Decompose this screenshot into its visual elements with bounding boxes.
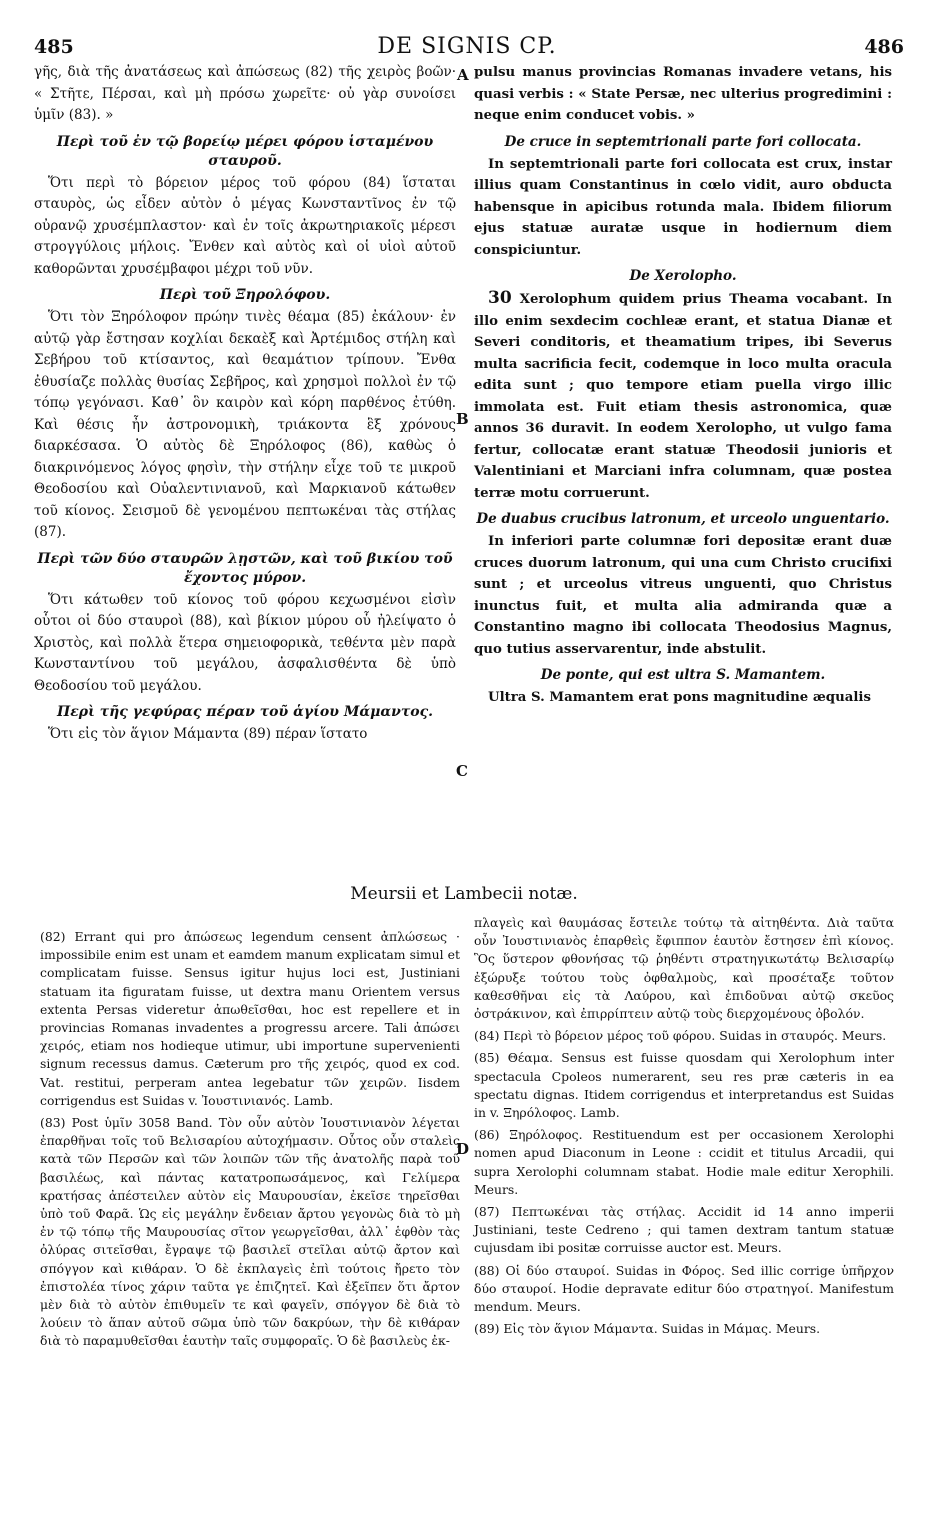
note-89: (89) Εἰς τὸν ἅγιον Μάμαντα. Suidas in Μάμας. Meurs. — [474, 1321, 821, 1337]
greek-section-3-body: Ὅτι τὸν Ξηρόλοφον πρώην τινὲς θέαμα (85) ἐκάλουν· ἐν αὐτῷ γὰρ ἔστησαν κοχλίαι δεκαὲξ καὶ Ἀρτέμιδος στήλη καὶ Σεβήρου τοῦ κτίσαντος, καὶ θεαμάτιον τρίπουν. Ἔνθα ἐθυσίαζε πολλὰς θυσίας Σεβῆρος, καὶ χρησμοὶ πολλοὶ ἐν τῷ τόπῳ γεγόνασι. Καθ᾿ ὃν καιρὸν καὶ κόρη παρθένος ἐτύθη. Καὶ θέσις ἦν ἀστρονομικὴ, τριάκοντα ἓξ χρόνους διαρκέσασα. Ὁ αὐτὸς δὲ Ξηρόλοφος (86), καθὼς ὁ διακρινόμενος λόγος φησὶν, τὴν στήλην εἶχε τοῦ τε μικροῦ Θεοδοσίου καὶ Οὐαλεντινιανοῦ, καὶ Μαρκιανοῦ κάτωθεν τοῦ κίονος. Σεισμοῦ δὲ γενομένου πεπτωκέναι τὰς στήλας (87). — [34, 309, 456, 540]
note-82: (82) Errant qui pro ἀπώσεως legendum censent ἀπλώσεως · impossibile enim est unam et eamdem manum explicatam simul et complicatam fuisse. Sensus igitur hujus loci est, Justiniani statuam ita figuratam fuisse, ut dextra manu Orientem versus extenta Persas videretur ἀπωθεῖσθαι, hoc est repellere et in provincias Romanas invadentes a progressu arcere. Tali ἀπώσει χειρός, etiam nos hodieque utimur, ubi importune supervenienti signum recessus damus. Cæterum pro τῆς χειρός, quod ex cod. Vat. restitui, perperam antea legebatur τῶν χειρῶν. Iisdem corrigendus est Suidas v. Ἰουστινιανός. Lamb. — [40, 929, 460, 1108]
page-header — [26, 30, 908, 64]
margin-mark-d: D — [456, 1140, 470, 1158]
side-section-number: 30 — [488, 288, 512, 308]
latin-column — [474, 62, 892, 713]
latin-section-4-title: De duabus crucibus latronum, et urceolo unguentario. — [476, 511, 890, 527]
note-83: (83) Post ὑμῖν 3058 Band. Τὸν οὖν αὐτὸν Ἰουστινιανὸν λέγεται ἐπαρθῆναι τοῖς τοῦ Βελισαρίου αὐτοχήμασιν. Οὗτος οὖν σταλεὶς κατὰ τῶν Περσῶν καὶ τῶν λοιπῶν τῶν τῆς ἀνατολῆς παρὰ τοῦ βασιλέως, καὶ πάντας κατατροπωσάμενος, καὶ Γελίμερα κρατήσας ἀπέστειλεν αὐτὸν εἰς Μαυρουσίαν, ἐκεῖσε τηρεῖσθαι ὑπὸ τοῦ Φαρᾶ. Ὡς εἰς μεγάλην ἔνδειαν ἄρτου γεγονὼς διὰ τὸ μὴ ἐν τῷ τόπῳ τῆς Μαυρουσίας σῖτον γεωργεῖσθαι, ἀλλ᾿ ἑφθὸν τὰς ὀλύρας σιτεῖσθαι, ἔγραψε τῷ βασιλεῖ στεῖλαι αὐτῷ ἄρτον καὶ σπόγγον καὶ κιθάραν. Ὁ δὲ ἐκπλαγεὶς ἐπὶ τούτοις ἤρετο τὸν ἐπιστολέα τίνος χάριν ταῦτα γε ἐπιζητεῖ. Καὶ ἐξεῖπεν ὅτι ἄρτον μὲν διὰ τὸ αὐτὸν ἐπιθυμεῖν τε καὶ φαγεῖν, σπόγγον δὲ διὰ τὸ λούειν τὸ ἅπαν αὐτοῦ σῶμα ὑπὸ τῶν δακρύων, τὴν δὲ κιθάραν διὰ τὸ παραμυθεῖσθαι ἑαυτὴν ταῖς συμφοραῖς. Ὁ δὲ βασιλεὺς ἐκ- — [40, 1115, 460, 1349]
margin-mark-a: A — [457, 66, 469, 84]
greek-section-4-title: Περὶ τῶν δύο σταυρῶν λῃστῶν, καὶ τοῦ βικίου τοῦ ἔχοντος μύρον. — [37, 550, 453, 586]
latin-section-1-body: pulsu manus provincias Romanas invadere vetans, his quasi verbis : « State Persæ, nec ulterius progredimini : neque enim conducet vobis. » — [474, 65, 892, 123]
latin-section-4-body: In inferiori parte columnæ fori depositæ erant duæ cruces duorum latronum, qui una cum Christo crucifixi sunt ; et urceolus vitreus unguenti, quo Christus inunctus fuit, et multa alia admiranda quæ a Constantino magno ibi collocata Theodosius Magnus, quo tutius asservarentur, inde abstulit. — [474, 534, 892, 657]
latin-section-5-body: Ultra S. Mamantem erat pons magnitudine æqualis — [488, 690, 871, 705]
notes-title: Meursii et Lambecii notæ. — [350, 884, 578, 904]
latin-section-2-body: In septemtrionali parte fori collocata est crux, instar illius quam Constantinus in cœlo vidit, auro obducta habensque in apicibus rotunda mala. Ibidem filiorum ejus statuæ auratæ usque in hodiernum diem conspiciuntur. — [474, 156, 892, 258]
note-83-continued: πλαγεὶς καὶ θαυμάσας ἔστειλε τούτῳ τὰ αἰτηθέντα. Διὰ ταῦτα οὖν Ἰουστινιανὸς ἐπαρθεὶς ἔφιππον ἑαυτὸν ἔστησεν ἐπὶ κίονος. Ὃς ὕστερον φθονήσας τῷ ῥηθέντι στρατηγικωτάτῳ Βελισαρίῳ ἐξώρυξε τούτου τοὺς ὀφθαλμοὺς, καὶ προσέταξε τοῦτον καθεσθῆναι εἰς τὰ Λαύρου, καὶ ἐπιδοῦναι αὐτῷ σκεῦος ὀστράκινον, καὶ ἐπιρρίπτειν αὐτῷ τοὺς διερχομένους ὀβολόν. — [474, 915, 894, 1022]
running-title: DE SIGNIS CP. — [377, 34, 557, 59]
note-84: (84) Περὶ τὸ βόρειον μέρος τοῦ φόρου. Suidas in σταυρός. Meurs. — [474, 1028, 887, 1044]
latin-section-3-title: De Xerolopho. — [629, 268, 737, 284]
greek-column — [34, 62, 456, 750]
latin-section-3-body: Xerolophum quidem prius Theama vocabant. In illo enim sexdecim cochleæ erant, et statua Dianæ et Severi conditoris, et theamatium tripes, ibi Severus multa sacrificia fecit, codemque in loco multa oracula edita sunt ; quo tempore etiam puella virgo illic immolata est. Fuit etiam thesis astronomica, quæ annos 36 duravit. In eodem Xerolopho, ut vulgo fama fertur, collocatæ erant statuæ Theodosii junioris et Valentiniani et Marciani infra columnam, quæ postea terræ motu corruerunt. — [474, 292, 893, 501]
margin-mark-c: C — [456, 762, 468, 780]
note-87: (87) Πεπτωκέναι τὰς στήλας. Accidit id 14 anno imperii Justiniani, teste Cedreno ; qui tamen dextram tantum statuæ cujusdam ibi positæ corruisse auctor est. Meurs. — [474, 1204, 894, 1256]
notes-left-column — [40, 928, 460, 1355]
greek-section-1-body: γῆς, διὰ τῆς ἀνατάσεως καὶ ἀπώσεως (82) τῆς χειρὸς βοῶν· « Στῆτε, Πέρσαι, καὶ μὴ πρόσω χωρεῖτε· οὐ γὰρ συνοίσει ὑμῖν (83). » — [34, 64, 456, 123]
page-number-right: 486 — [864, 36, 904, 58]
note-85: (85) Θέαμα. Sensus est fuisse quosdam qui Xerolophum inter spectacula Cpoleos numerarent, seu res præ cæteris in ea spectatu dignas. Itidem corrigendus et interpretandus est Suidas in v. Ξηρόλοφος. Lamb. — [474, 1050, 894, 1121]
greek-section-5-title: Περὶ τῆς γεφύρας πέραν τοῦ ἁγίου Μάμαντος. — [57, 704, 433, 720]
greek-section-5-body: Ὅτι εἰς τὸν ἅγιον Μάμαντα (89) πέραν ἵστατο — [48, 726, 368, 742]
note-88: (88) Οἱ δύο σταυροί. Suidas in Φόρος. Sed illic corrige ὑπῆρχον δύο σταυροί. Hodie depravate editur δύο στρατηγοί. Manifestum mendum. Meurs. — [474, 1262, 894, 1315]
greek-section-3-title: Περὶ τοῦ Ξηρολόφου. — [159, 287, 331, 303]
latin-section-2-title: De cruce in septemtrionali parte fori collocata. — [504, 133, 862, 150]
greek-section-2-title: Περὶ τοῦ ἐν τῷ βορείῳ μέρει φόρου ἱσταμένου σταυροῦ. — [56, 133, 434, 169]
greek-section-4-body: Ὅτι κάτωθεν τοῦ κίονος τοῦ φόρου κεχωσμένοι εἰσὶν οὗτοι οἱ δύο σταυροὶ (88), καὶ βίκιον μύρου οὗ ἠλείψατο ὁ Χριστὸς, καὶ πολλὰ ἕτερα σημειοφορικὰ, τεθέντα μὲν παρὰ Κωνσταντίνου τοῦ μεγάλου, ἀσφαλισθέντα δὲ ὑπὸ Θεοδοσίου τοῦ μεγάλου. — [34, 591, 456, 694]
notes-right-column — [474, 914, 894, 1342]
page-number-left: 485 — [34, 36, 74, 58]
note-86: (86) Ξηρόλοφος. Restituendum est per occasionem Xerolophi nomen apud Diaconum in Leone : ccidit et titulus Arcadii, qui supra Xerolophi columnam stabat. Hodie male editur Xerophili. Meurs. — [474, 1127, 894, 1197]
latin-section-5-title: De ponte, qui est ultra S. Mamantem. — [540, 667, 826, 683]
greek-section-2-body: Ὅτι περὶ τὸ βόρειον μέρος τοῦ φόρου (84) ἵσταται σταυρὸς, ὡς εἶδεν αὐτὸν ὁ μέγας Κωνσταντῖνος ἐν τῷ οὐρανῷ χρυσέμπλαστον· καὶ ἐν τοῖς ἀκρωτηριακοῖς μέρεσι στρογγύλοις μήλοις. Ἔνθεν καὶ αὐτὸς καὶ οἱ υἱοὶ αὐτοῦ καθορῶνται χρυσέμβαφοι μέχρι τοῦ νῦν. — [34, 174, 456, 277]
margin-mark-b: B — [456, 410, 469, 428]
